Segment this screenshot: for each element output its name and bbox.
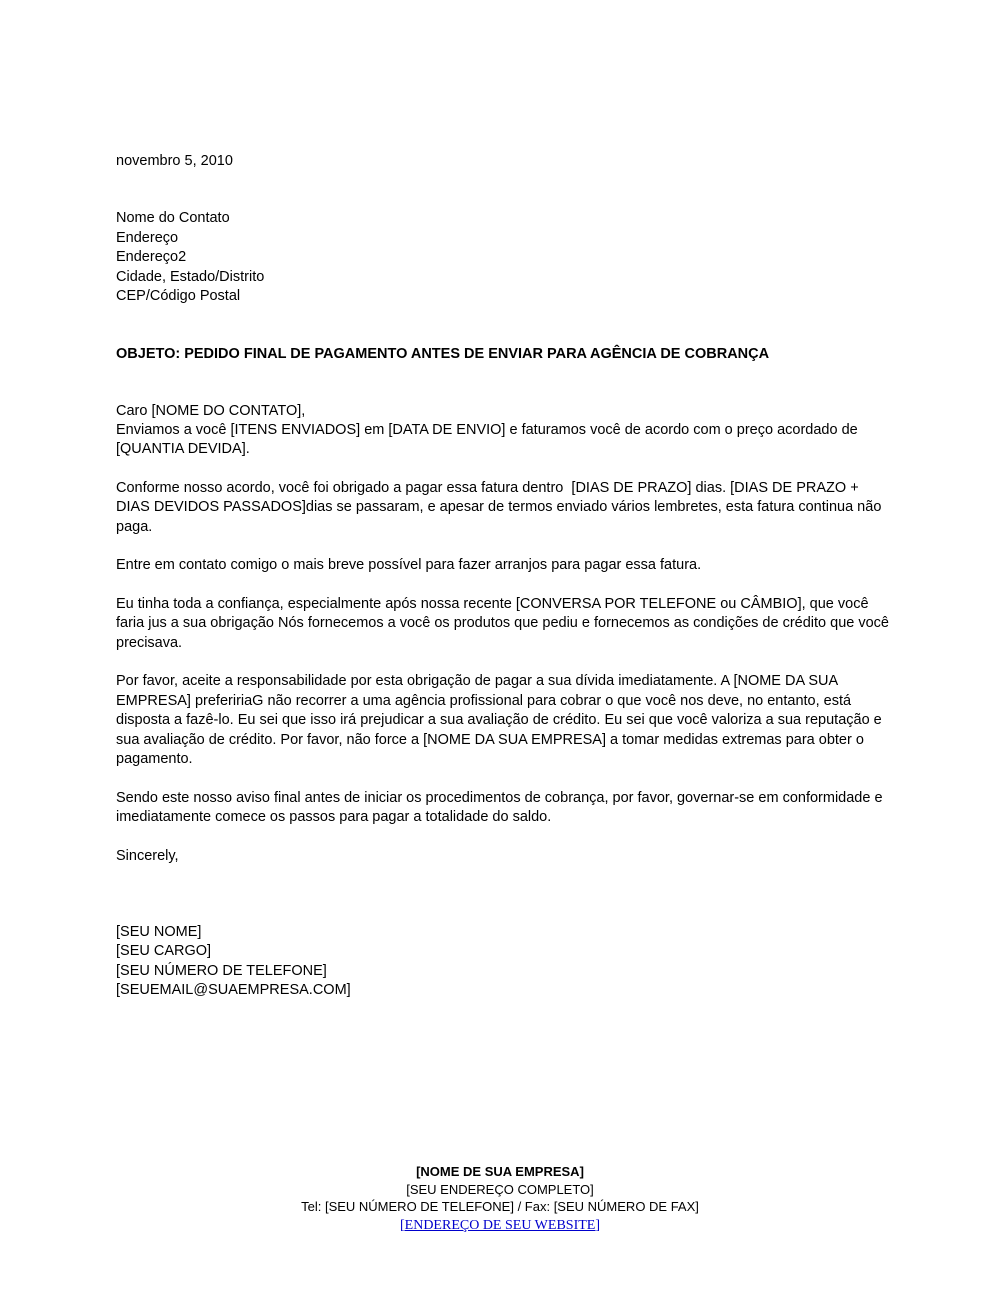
- body-paragraph: Entre em contato comigo o mais breve possível para fazer arranjos para pagar essa fatura.: [116, 557, 702, 573]
- letter-date: novembro 5, 2010: [116, 153, 233, 169]
- body-paragraph: Por favor, aceite a responsabilidade por esta obrigação de pagar a sua dívida imediatamente. A [NOME DA SUA EMPRESA] prefeririaG não recorrer a uma agência profissional para cobrar o que você nos deve, no entanto, está disposta a fazê-lo. Eu sei que isso irá prejudicar a sua avaliação de crédito. Eu sei que você valoriza a sua reputação e sua avaliação de crédito. Por favor, não force a [NOME DA SUA EMPRESA] a tomar medidas extremas para obter o pagamento.: [116, 673, 886, 767]
- signature-line-title: [SEU CARGO]: [116, 943, 212, 959]
- page-footer: [0, 1163, 1000, 1234]
- address-line-5: CEP/Código Postal: [116, 288, 241, 304]
- address-line-1: Nome do Contato: [116, 210, 230, 226]
- letter-body: [116, 152, 892, 1001]
- body-paragraph: Enviamos a você [ITENS ENVIADOS] em [DATA DE ENVIO] e faturamos você de acordo com o preço acordado de [QUANTIA DEVIDA].: [116, 421, 862, 457]
- signature-line-phone: [SEU NÚMERO DE TELEFONE]: [116, 962, 327, 979]
- footer-contact: Tel: [SEU NÚMERO DE TELEFONE] / Fax: [SEU NÚMERO DE FAX]: [301, 1199, 699, 1214]
- footer-address: [SEU ENDEREÇO COMPLETO]: [406, 1181, 594, 1197]
- footer-company-name: [NOME DE SUA EMPRESA]: [416, 1164, 584, 1179]
- footer-website-row: [0, 1216, 1000, 1235]
- website-link[interactable]: [ENDEREÇO DE SEU WEBSITE]: [400, 1217, 600, 1233]
- address-line-3: Endereço2: [116, 249, 187, 265]
- signature-line-name: [SEU NOME]: [116, 923, 202, 940]
- signature-line-email: [SEUEMAIL@SUAEMPRESA.COM]: [116, 982, 351, 998]
- signature-space: [116, 866, 892, 923]
- body-paragraph: Sendo este nosso aviso final antes de iniciar os procedimentos de cobrança, por favor, governar-se em conformidade e imediatamente comece os passos para pagar a totalidade do saldo.: [116, 789, 887, 825]
- spacer-after-subject: [116, 364, 892, 402]
- recipient-address-block: [116, 209, 892, 307]
- signature-block: [116, 923, 892, 1001]
- spacer-after-date: [116, 171, 892, 209]
- subject-line: OBJETO: PEDIDO FINAL DE PAGAMENTO ANTES DE ENVIAR PARA AGÊNCIA DE COBRANÇA: [116, 345, 770, 362]
- closing-line: Sincerely,: [116, 847, 179, 864]
- address-line-4: Cidade, Estado/Distrito: [116, 268, 265, 285]
- spacer-after-address: [116, 307, 892, 345]
- body-paragraph: Eu tinha toda a confiança, especialmente após nossa recente [CONVERSA POR TELEFONE ou CÂMBIO], que você faria jus a sua obrigação Nós fornecemos a você os produtos que pediu e fornecemos as condições de crédito que você precisava.: [116, 595, 894, 651]
- address-line-2: Endereço: [116, 229, 179, 246]
- salutation: Caro [NOME DO CONTATO],: [116, 402, 306, 419]
- body-paragraph: Conforme nosso acordo, você foi obrigado a pagar essa fatura dentro [DIAS DE PRAZO] dias. [DIAS DE PRAZO + DIAS DEVIDOS PASSADOS]dias se passaram, e apesar de termos enviado vários lembretes, esta fatura continua não paga.: [116, 479, 886, 535]
